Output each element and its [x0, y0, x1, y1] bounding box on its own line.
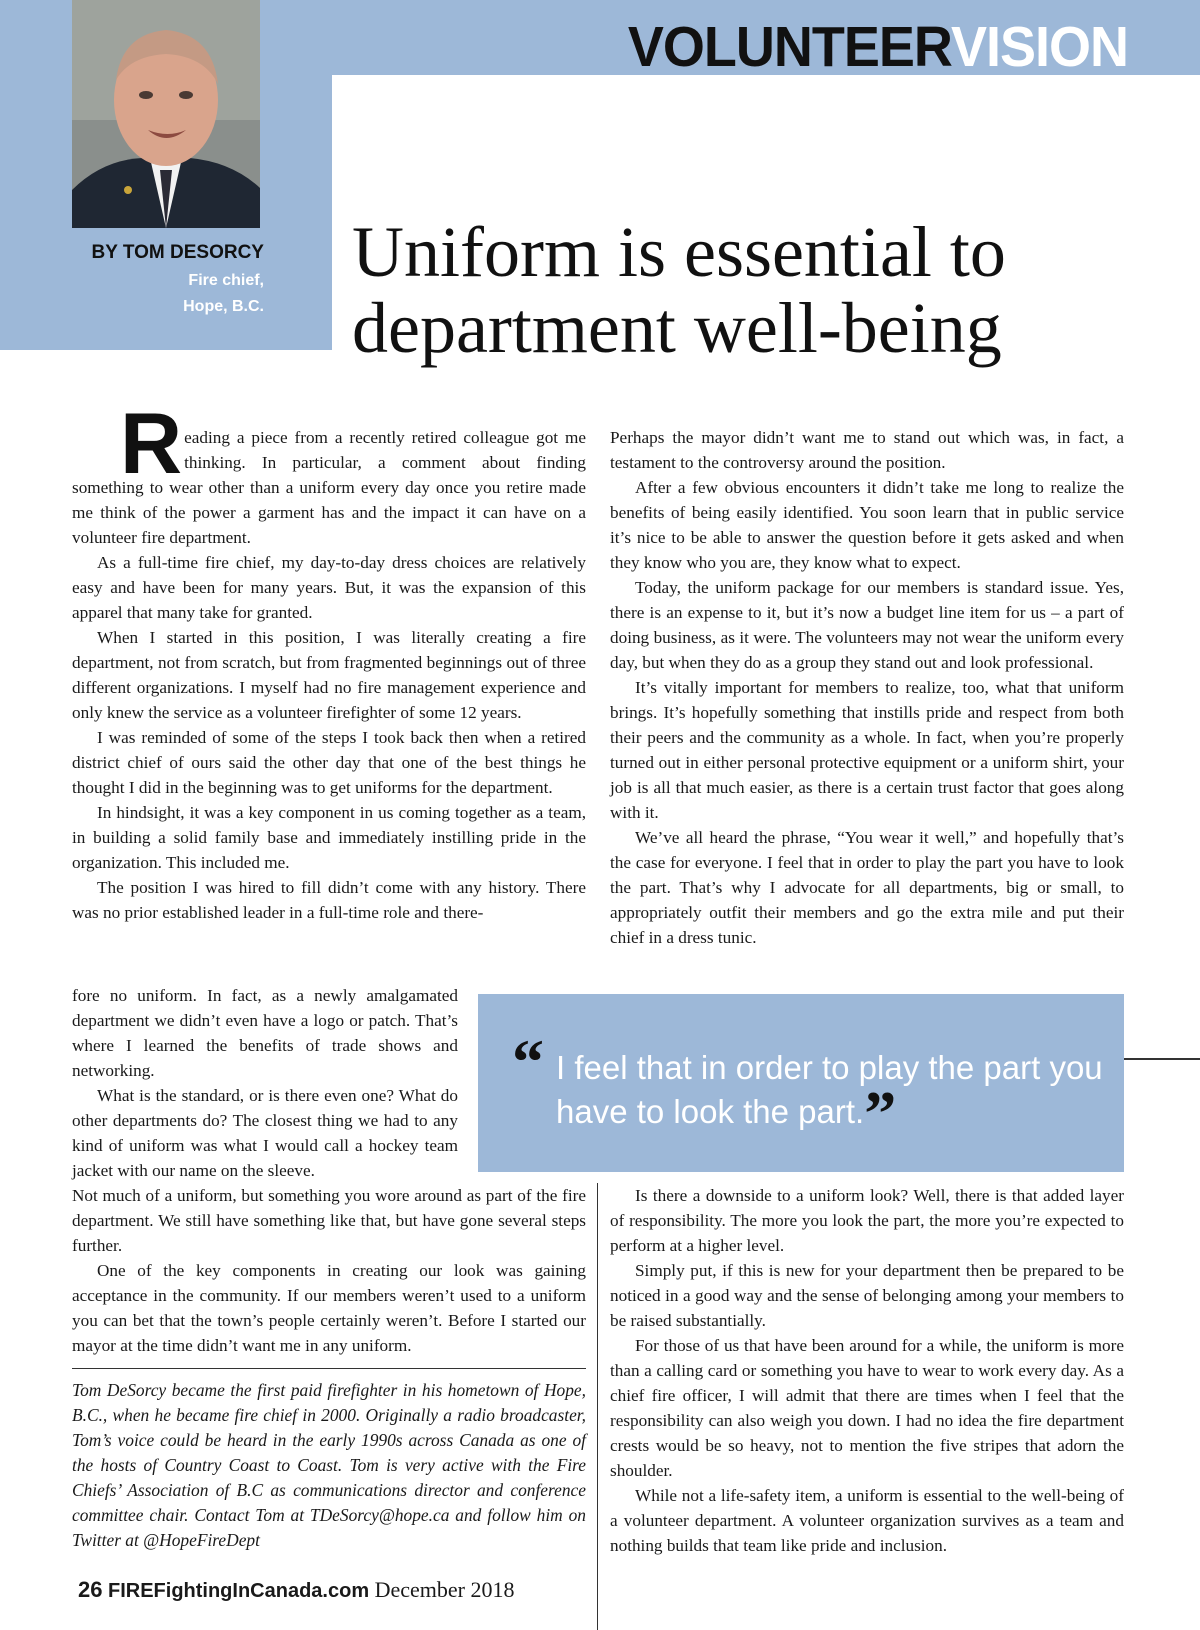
- author-bio: Tom DeSorcy became the first paid firefighter in his hometown of Hope, B.C., when he became fire chief in 2000. Originally a radio broadcaster, Tom’s voice could be heard in the early 1990s across Canada as one of the hosts of Country Coast to Coast. Tom is very active with the Fire Chiefs’ Association of B.C as communications director and conference committee chair. Contact Tom at TDeSorcy@hope.ca and follow him on Twitter at @HopeFireDept: [72, 1380, 586, 1550]
- author-role-line1: Fire chief,: [188, 272, 264, 289]
- open-quote-mark: “: [512, 1026, 544, 1097]
- author-portrait-image: [72, 0, 260, 228]
- page-number: 26: [78, 1577, 103, 1602]
- pull-quote: [478, 994, 1124, 1172]
- paragraph: Not much of a uniform, but something you wore around as part of the fire department. We still have something like that, but have gone several steps further.: [72, 1186, 586, 1255]
- paragraph: Today, the uniform package for our members is standard issue. Yes, there is an expense to it, but it’s now a budget line item for us – a part of doing business, as it were. The volunteers may not wear the uniform every day, but when they do as a group they stand out and look professional.: [610, 578, 1124, 672]
- section-title-volunteer: VOLUNTEER: [627, 15, 951, 79]
- author-role: [74, 268, 264, 320]
- paragraph: Reading a piece from a recently retired colleague got me thinking. In particular, a comment about finding something to wear other than a uniform every day once you retire made me think of the power a garment has and the impact it can have on a volunteer fire department.: [72, 396, 586, 547]
- section-title: [627, 15, 1128, 79]
- paragraph: The position I was hired to fill didn’t come with any history. There was no prior established leader in a full-time role and there-: [72, 878, 586, 922]
- drop-cap: R: [120, 396, 183, 492]
- paragraph: I was reminded of some of the steps I took back then when a retired district chief of ours said the other day that one of the best things he thought I did in the beginning was to get uniforms for the department.: [72, 728, 586, 797]
- column-right-bottom: [610, 1183, 1124, 1558]
- column-left-top: [72, 396, 586, 925]
- article-title-line2: department well-being: [352, 288, 1002, 368]
- article-title: [352, 214, 1152, 366]
- author-role-line2: Hope, B.C.: [183, 298, 264, 315]
- pull-quote-text: I feel that in order to play the part you have to look the part.”: [556, 1049, 1103, 1149]
- column-left-bottom: [72, 1183, 586, 1358]
- paragraph: One of the key components in creating our look was gaining acceptance in the community. If our members weren’t used to a uniform you can bet that the town’s people certainly weren’t. Before I started our mayor at the time didn’t want me in any uniform.: [72, 1261, 586, 1355]
- pull-quote-rule: [1124, 1058, 1200, 1060]
- article-title-line1: Uniform is essential to: [352, 212, 1006, 292]
- paragraph: For those of us that have been around for a while, the uniform is more than a calling card or something you have to wear to work every day. As a chief fire officer, I will admit that there are times when I feel that the responsibility can also weigh you down. I had no idea the fire department crests would be so heavy, not to mention the five stripes that adorn the shoulder.: [610, 1336, 1124, 1480]
- bio-divider: [72, 1368, 586, 1369]
- paragraph: In hindsight, it was a key component in us coming together as a team, in building a solid family base and immediately instilling pride in the organization. This included me.: [72, 803, 586, 872]
- author-photo: [72, 0, 260, 228]
- paragraph: While not a life-safety item, a uniform is essential to the well-being of a volunteer department. A volunteer organization survives as a team and nothing builds that team like pride and inclusion.: [610, 1486, 1124, 1555]
- column-divider: [597, 1183, 598, 1630]
- column-right-top: [610, 425, 1124, 950]
- issue-date: December 2018: [374, 1577, 515, 1602]
- magazine-name: FIREFightingInCanada.com: [107, 1580, 370, 1602]
- paragraph: Perhaps the mayor didn’t want me to stand out which was, in fact, a testament to the controversy around the position.: [610, 428, 1124, 472]
- author-name: BY TOM DESORCY: [91, 242, 264, 263]
- paragraph: It’s vitally important for members to realize, too, what that uniform brings. It’s hopefully something that instills pride and respect from both their peers and the community as a whole. In fact, when you’re properly turned out in either personal protective equipment or a uniform shirt, your job is all that much easier, as there is a certain trust factor that goes along with it.: [610, 678, 1124, 822]
- section-title-vision: VISION: [950, 15, 1128, 79]
- paragraph: We’ve all heard the phrase, “You wear it well,” and hopefully that’s the case for everyone. I feel that in order to play the part you have to look the part. That’s why I advocate for all departments, big or small, to appropriately outfit their members and go the extra mile and put their chief in a dress tunic.: [610, 828, 1124, 947]
- byline: [74, 242, 264, 320]
- paragraph: fore no uniform. In fact, as a newly amalgamated department we didn’t even have a logo or patch. That’s where I learned the benefits of trade shows and networking.: [72, 986, 458, 1080]
- paragraph: As a full-time fire chief, my day-to-day dress choices are relatively easy and have been for many years. But, it was the expansion of this apparel that many take for granted.: [72, 553, 586, 622]
- paragraph: When I started in this position, I was literally creating a fire department, not from scratch, but from fragmented beginnings out of three different organizations. I myself had no fire management experience and only knew the service as a volunteer firefighter of some 12 years.: [72, 628, 586, 722]
- paragraph: What is the standard, or is there even one? What do other departments do? The closest thing we had to any kind of uniform was what I would call a hockey team jacket with our name on the sleeve.: [72, 1086, 458, 1180]
- close-quote-mark: ”: [864, 1078, 897, 1149]
- paragraph: Simply put, if this is new for your department then be prepared to be noticed in a good way and the sense of belonging among your members to be raised substantially.: [610, 1261, 1124, 1330]
- column-left-middle: [72, 983, 458, 1183]
- paragraph: After a few obvious encounters it didn’t take me long to realize the benefits of being easily identified. You soon learn that in public service it’s nice to be able to answer the question before it gets asked and when they know who you are, they know what to expect.: [610, 478, 1124, 572]
- page-footer: [78, 1577, 515, 1603]
- paragraph: Is there a downside to a uniform look? Well, there is that added layer of responsibility. The more you look the part, the more you’re expected to perform at a higher level.: [610, 1186, 1124, 1255]
